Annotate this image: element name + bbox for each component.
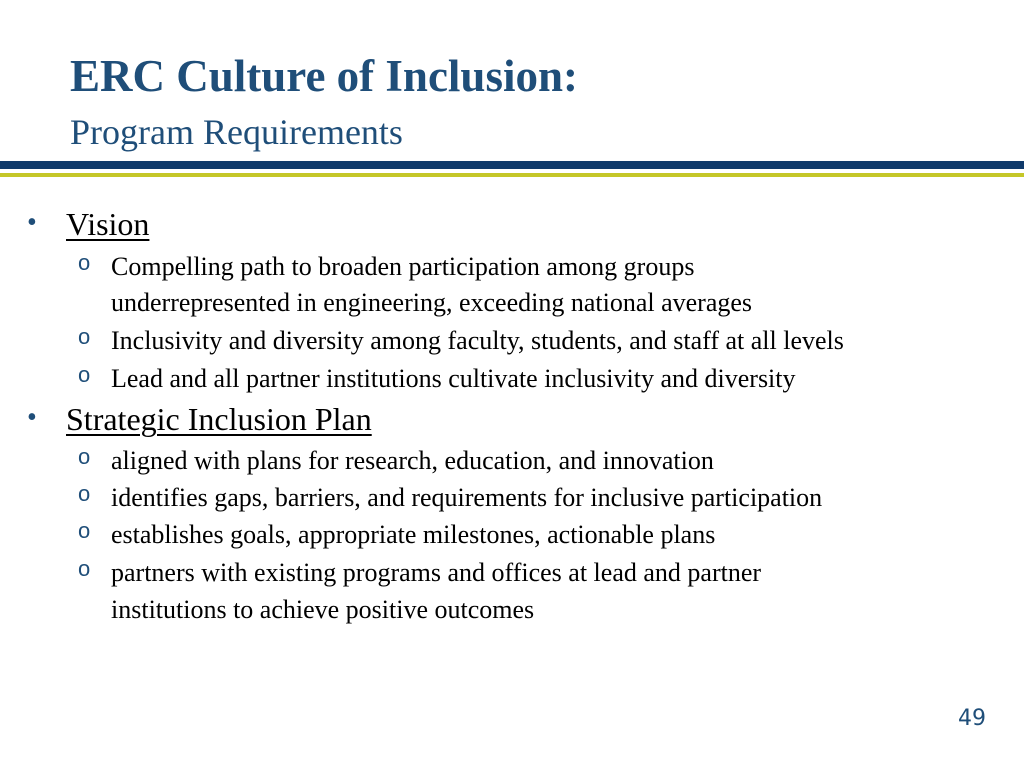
list-item-text: Inclusivity and diversity among faculty, students, and staff at all levels	[111, 326, 844, 355]
list-item-text: institutions to achieve positive outcomes	[111, 595, 535, 624]
slide-subtitle: Program Requirements	[70, 112, 403, 152]
sub-bullet-icon: o	[78, 518, 91, 543]
list-item-text: underrepresented in engineering, exceeding national averages	[111, 288, 753, 317]
list-item-text: Lead and all partner institutions cultivate inclusivity and diversity	[111, 364, 796, 393]
sub-bullet-icon: o	[78, 556, 91, 581]
list-item-text: aligned with plans for research, education, and innovation	[111, 446, 714, 475]
section-heading-strategic-inclusion-plan: Strategic Inclusion Plan	[66, 401, 372, 437]
sub-bullet-icon: o	[78, 444, 91, 469]
sub-bullet-icon: o	[78, 362, 91, 387]
page-number: 49	[958, 706, 986, 731]
slide-title: ERC Culture of Inclusion:	[70, 51, 578, 101]
sub-bullet-icon: o	[78, 481, 91, 506]
list-item-text: partners with existing programs and offices at lead and partner	[111, 558, 762, 587]
sub-bullet-icon: o	[78, 324, 91, 349]
title-divider-blue	[0, 161, 1024, 169]
list-item-text: Compelling path to broaden participation among groups	[111, 252, 695, 281]
title-divider-gold	[0, 173, 1024, 177]
bullet-dot-icon: •	[27, 402, 37, 433]
section-heading-vision: Vision	[66, 206, 150, 242]
bullet-dot-icon: •	[27, 207, 37, 238]
sub-bullet-icon: o	[78, 250, 91, 275]
list-item-text: establishes goals, appropriate milestones, actionable plans	[111, 520, 716, 549]
list-item-text: identifies gaps, barriers, and requirements for inclusive participation	[111, 483, 823, 512]
